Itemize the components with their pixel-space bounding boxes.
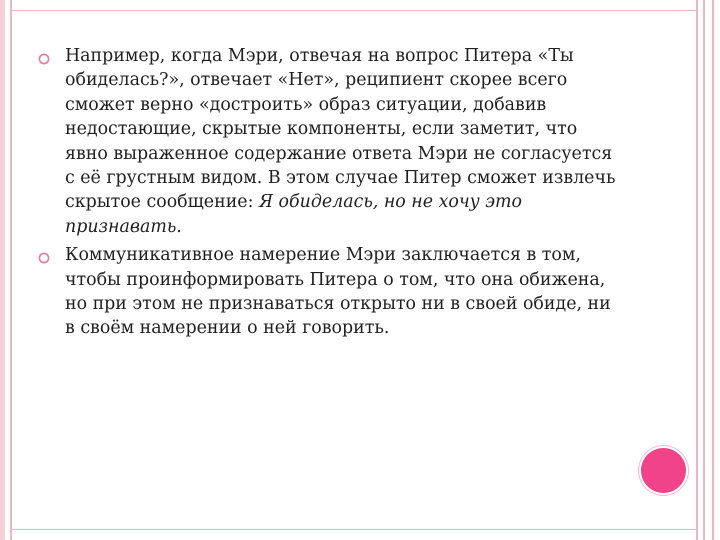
hollow-circle-bullet-icon bbox=[38, 252, 50, 264]
frame-top-line bbox=[12, 10, 698, 11]
frame-bottom-line bbox=[12, 529, 698, 530]
hollow-circle-bullet-icon bbox=[38, 53, 50, 65]
bullet-paragraph-2 bbox=[38, 243, 618, 341]
frame-right-line-1 bbox=[696, 0, 698, 540]
bullet-paragraph-1 bbox=[38, 44, 618, 239]
bullet-1-text: Например, когда Мэри, отвечая на вопрос Питера «Ты обиделась?», отвечает «Нет», реципиент скорее всего сможет верно «достроить» образ ситуации, добавив недостающие, скрытые компоненты, если заметит, что явно выраженное содержание ответа Мэри не согласуется с её грустным видом. В этом случае Питер сможет извлечь скрытое сообщение: bbox=[65, 46, 616, 213]
bullet-1-italic-quote: Я обиделась, но не хочу это признавать. bbox=[65, 192, 522, 237]
frame-right-line-2 bbox=[703, 0, 705, 540]
frame-left-line bbox=[10, 0, 12, 540]
frame-right-line-3 bbox=[712, 0, 714, 540]
bullet-2-text: Коммуникативное намерение Мэри заключается в том, чтобы проинформировать Питера о том, что она обижена, но при этом не признаваться открыто ни в своей обиде, ни в своём намерении о ней говорить. bbox=[65, 245, 611, 339]
slide-body bbox=[38, 44, 618, 345]
pink-circle-decoration bbox=[641, 448, 686, 493]
frame-outer-left-stripe bbox=[0, 0, 5, 540]
